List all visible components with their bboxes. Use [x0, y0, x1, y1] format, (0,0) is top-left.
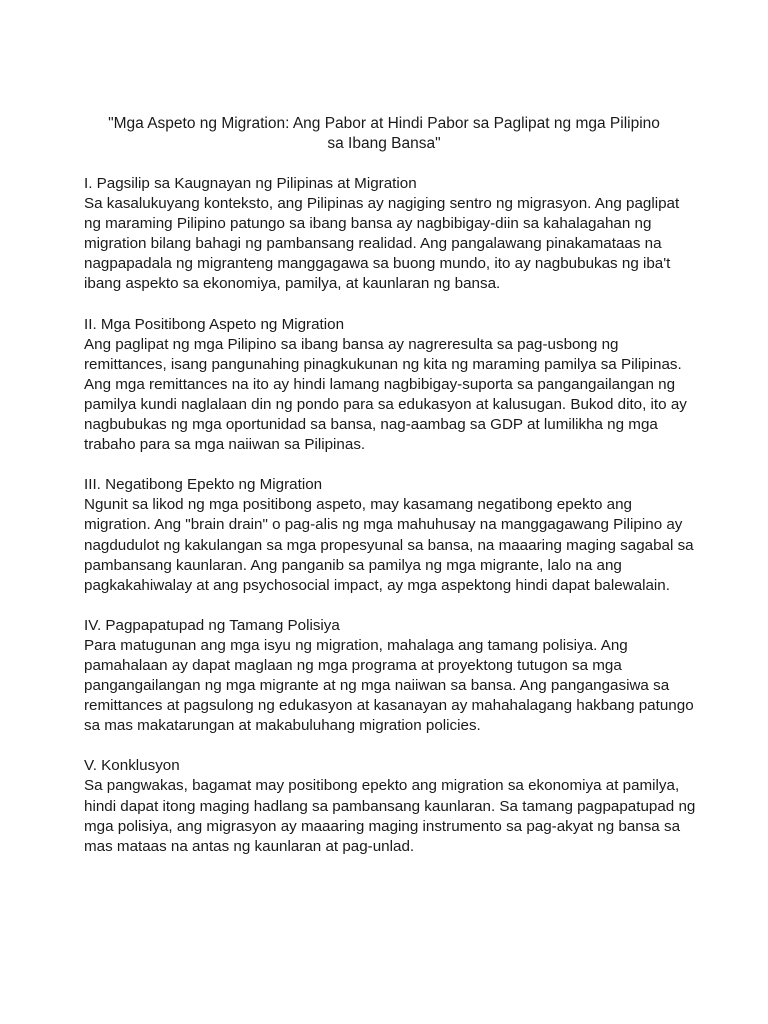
section-2 [84, 315, 696, 456]
section-heading: I. Pagsilip sa Kaugnayan ng Pilipinas at Migration [84, 175, 417, 192]
section-3 [84, 475, 696, 596]
section-paragraph: Sa pangwakas, bagamat may positibong epekto ang migration sa ekonomiya at pamilya, hindi dapat itong maging hadlang sa pambansang kaunlaran. Sa tamang pagpapatupad ng mga polisiya, ang migrasyon ay maaaring maging instrumento sa pag-akyat ng bansa sa mas mataas na antas ng kaunlaran at pag-unlad. [84, 777, 696, 855]
section-heading: IV. Pagpapatupad ng Tamang Polisiya [84, 616, 340, 634]
section-5 [84, 756, 696, 856]
section-paragraph: Sa kasalukuyang konteksto, ang Pilipinas ay nagiging sentro ng migrasyon. Ang paglipat ng maraming Pilipino patungo sa ibang bansa ay nagbibigay-diin sa kahalagahan ng migration bilang bahagi ng pambansang realidad. Ang pangalawang pinakamataas na nagpapadala ng migranteng manggagawa sa buong mundo, ito ay nagbubukas ng iba't ibang aspekto sa ekonomiya, pamilya, at kaunlaran ng bansa. [84, 195, 680, 293]
document-title [70, 114, 698, 154]
section-heading: III. Negatibong Epekto ng Migration [84, 476, 323, 494]
section-paragraph: Ngunit sa likod ng mga positibong aspeto, may kasamang negatibong epekto ang migration. Ang "brain drain" o pag-alis ng mga mahuhusay na manggagawang Pilipino ay nagdudulot ng kakulangan sa mga propesyunal sa bansa, na maaaring maging sagabal sa pambansang kaunlaran. Ang panganib sa pamilya ng mga migrante, lalo na ang pagkakahiwalay at ang psychosocial impact, ay mga aspektong hindi dapat balewalain. [84, 496, 694, 594]
document-body [84, 174, 696, 877]
title-line-1: "Mga Aspeto ng Migration: Ang Pabor at Hindi Pabor sa Paglipat ng mga Pilipino [108, 115, 660, 132]
section-heading: V. Konklusyon [84, 757, 180, 775]
section-heading: II. Mga Positibong Aspeto ng Migration [84, 315, 345, 333]
title-line-2: sa Ibang Bansa" [327, 135, 441, 152]
section-paragraph: Ang paglipat ng mga Pilipino sa ibang bansa ay nagreresulta sa pag-usbong ng remittances, isang pangunahing pinagkukunan ng kita ng maraming pamilya sa Pilipinas. Ang mga remittances na ito ay hindi lamang nagbibigay-suporta sa pangangailangan ng pamilya kundi naglalaan din ng pondo para sa edukasyon at kalusugan. Bukod dito, ito ay nagbubukas ng mga oportunidad sa bansa, nag-aambag sa GDP at lumilikha ng mga trabaho para sa mga naiiwan sa Pilipinas. [84, 335, 687, 454]
section-paragraph: Para matugunan ang mga isyu ng migration, mahalaga ang tamang polisiya. Ang pamahalaan ay dapat maglaan ng mga programa at proyektong tutugon sa mga pangangailangan ng mga migrante at ng mga naiiwan sa bansa. Ang pangangasiwa sa remittances at pagsulong ng edukasyon at kasanayan ay mahahalagang hakbang patungo sa mas makatarungan at makabuluhang migration policies. [84, 636, 694, 735]
section-1 [84, 174, 696, 295]
section-4 [84, 616, 696, 737]
